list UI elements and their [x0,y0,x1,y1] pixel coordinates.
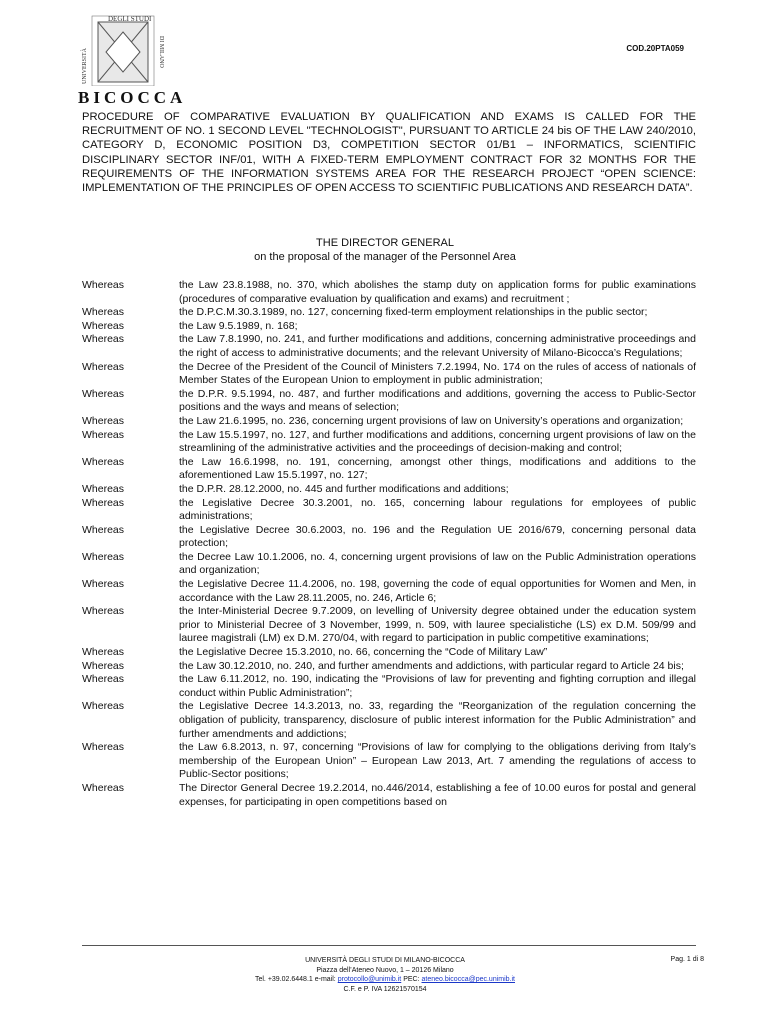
logo-ring-left: UNIVERSITÀ [82,48,88,84]
director-heading: THE DIRECTOR GENERAL [316,237,454,249]
whereas-row [82,578,696,605]
director-subheading: on the proposal of the manager of the Personnel Area [254,251,516,263]
director-block [0,236,770,264]
whereas-label: Whereas [82,279,125,291]
document-title: PROCEDURE OF COMPARATIVE EVALUATION BY QUALIFICATION AND EXAMS IS CALLED FOR THE RECRUITMENT OF NO. 1 SECOND LEVEL "TECHNOLOGIST", PURSUANT TO ARTICLE 24 bis OF THE LAW 240/2010, CATEGORY D, ECONOMIC POSITION D3, COMPETITION SECTOR 01/B1 – INFORMATICS, SCIENTIFIC DISCIPLINARY SECTOR INF/01, WITH A FIXED-TERM EMPLOYMENT CONTRACT FOR 32 MONTHS FOR THE REQUIREMENTS OF THE INFORMATION SYSTEMS AREA FOR THE RESEARCH PROJECT “OPEN SCIENCE: IMPLEMENTATION OF THE PRINCIPLES OF OPEN ACCESS TO SCIENTIFIC PUBLICATIONS AND RESEARCH DATA”. [82,111,696,195]
whereas-text: the Legislative Decree 11.4.2006, no. 198, governing the code of equal opportunities for Women and Men, in accordance with the Law 28.11.2005, no. 246, Article 6; [179,578,696,604]
whereas-row [82,646,696,660]
whereas-text: the Legislative Decree 30.3.2001, no. 165, concerning labour regulations for employees of public administrations; [179,496,696,523]
whereas-label: Whereas [82,700,125,713]
whereas-row [82,741,696,782]
logo-ring-right: DI MILANO [158,36,164,68]
footer-pec-link[interactable]: ateneo.bicocca@pec.unimib.it [421,976,515,983]
whereas-row [82,320,696,334]
whereas-text: the Law 16.6.1998, no. 191, concerning, amongst other things, modifications and additions to the aforementioned Law 15.5.1997, no. 127; [179,455,696,482]
whereas-row [82,456,696,483]
whereas-text: the Law 7.8.1990, no. 241, and further modifications and additions, concerning administrative proceedings and the right of access to administrative documents; and the relevant University of Milano-Bicocca’s Regulations; [179,333,696,359]
whereas-label: Whereas [82,306,125,319]
footer-vat: C.F. e P. IVA 12621570154 [343,985,427,993]
whereas-row [82,361,696,388]
whereas-label: Whereas [82,414,125,427]
whereas-label: Whereas [82,741,125,754]
whereas-label: Whereas [82,646,125,659]
whereas-label: Whereas [82,319,125,332]
whereas-label: Whereas [82,673,125,686]
whereas-row [82,497,696,524]
whereas-label: Whereas [82,482,125,495]
footer-address: Piazza dell’Ateneo Nuovo, 1 – 20126 Milano [316,966,454,974]
whereas-text: The Director General Decree 19.2.2014, no.446/2014, establishing a fee of 10.00 euros for postal and general expenses, for participating in open competitions based on [179,781,696,808]
logo-ring-top: DEGLI STUDI [108,15,152,23]
whereas-label: Whereas [82,550,125,563]
footer-email-link[interactable]: protocollo@unimib.it [337,976,402,983]
university-seal-icon [78,14,168,86]
whereas-row [82,551,696,578]
whereas-text: the D.P.C.M.30.3.1989, no. 127, concerning fixed-term employment relationships in the public sector; [179,306,648,319]
whereas-row [82,660,696,674]
whereas-text: the Law 6.8.2013, n. 97, concerning “Provisions of law for complying to the obligations deriving from Italy’s membership of the European Union” – European Law 2013, Art. 7 amending the regulations of access to Public-Sector positions; [179,741,696,781]
whereas-label: Whereas [82,605,125,618]
whereas-row [82,388,696,415]
whereas-row [82,524,696,551]
footer-email-label: e-mail: [314,976,336,983]
whereas-text: the Inter-Ministerial Decree 9.7.2009, on levelling of University degree obtained under the education system prior to Ministerial Decree of 3 November, 1999, n. 509, with lauree specialistiche (LS) ex D.M. 509/99 and lauree magistrali (LM) ex D.M. 270/04, with regard to participation in public competitive examinations; [179,605,696,645]
university-logo [78,14,187,107]
whereas-text: the D.P.R. 9.5.1994, no. 487, and further modifications and additions, governing the access to Public-Sector positions and the ways and means of selection; [179,387,696,414]
whereas-row [82,429,696,456]
whereas-text: the Law 23.8.1988, no. 370, which abolishes the stamp duty on application forms for public examinations (procedures of comparative evaluation by qualification and exams) and recruitment ; [179,279,696,305]
whereas-text: the Legislative Decree 15.3.2010, no. 66, concerning the “Code of Military Law” [179,646,548,659]
footer [0,956,770,994]
whereas-label: Whereas [82,659,125,672]
whereas-text: the Decree of the President of the Council of Ministers 7.2.1994, No. 174 on the rules of access of nationals of Member States of the European Union to employment in public administration; [179,360,696,387]
whereas-label: Whereas [82,781,125,794]
footer-pec-label: PEC: [403,976,420,983]
whereas-row [82,673,696,700]
whereas-text: the D.P.R. 28.12.2000, no. 445 and further modifications and additions; [179,482,509,495]
whereas-row [82,782,696,809]
document-code: COD.20PTA059 [626,44,684,53]
whereas-text: the Legislative Decree 30.6.2003, no. 196 and the Regulation UE 2016/679, concerning personal data protection; [179,523,696,550]
footer-divider [82,945,696,946]
whereas-row [82,415,696,429]
whereas-label: Whereas [82,360,125,373]
whereas-label: Whereas [82,387,125,400]
whereas-text: the Law 6.11.2012, no. 190, indicating the “Provisions of law for preventing and fighting corruption and illegal conduct within Public Administration”; [179,673,696,699]
whereas-row [82,333,696,360]
whereas-label: Whereas [82,333,125,346]
whereas-label: Whereas [82,455,125,468]
whereas-label: Whereas [82,578,125,591]
footer-university: UNIVERSITÀ DEGLI STUDI DI MILANO-BICOCCA [305,957,465,964]
logo-wordmark: BICOCCA [78,88,187,107]
whereas-row [82,279,696,306]
whereas-label: Whereas [82,496,125,509]
whereas-label: Whereas [82,523,125,536]
whereas-text: the Law 21.6.1995, no. 236, concerning urgent provisions of law on University’s operations and organization; [179,414,684,427]
whereas-text: the Decree Law 10.1.2006, no. 4, concerning urgent provisions of law on the Public Administration operations and organization; [179,550,696,577]
whereas-list [82,279,696,809]
whereas-text: the Law 9.5.1989, n. 168; [179,319,298,332]
footer-tel: Tel. +39.02.6448.1 [254,976,313,983]
whereas-row [82,700,696,741]
whereas-row [82,605,696,646]
whereas-label: Whereas [82,428,125,441]
footer-contacts [0,975,770,985]
page-number: Pag. 1 di 8 [670,956,704,963]
whereas-text: the Law 30.12.2010, no. 240, and further amendments and addictions, with particular regard to Article 24 bis; [179,659,684,672]
whereas-row [82,483,696,497]
whereas-text: the Legislative Decree 14.3.2013, no. 33, regarding the “Reorganization of the regulation concerning the obligation of publicity, transparency, disclosure of public interest information for the Public Administration” and further amendments and addictions; [179,700,696,740]
whereas-row [82,306,696,320]
whereas-text: the Law 15.5.1997, no. 127, and further modifications and additions, concerning urgent provisions of law on the streamlining of the administrative activities and the proceedings of decision-making and control; [179,428,696,455]
